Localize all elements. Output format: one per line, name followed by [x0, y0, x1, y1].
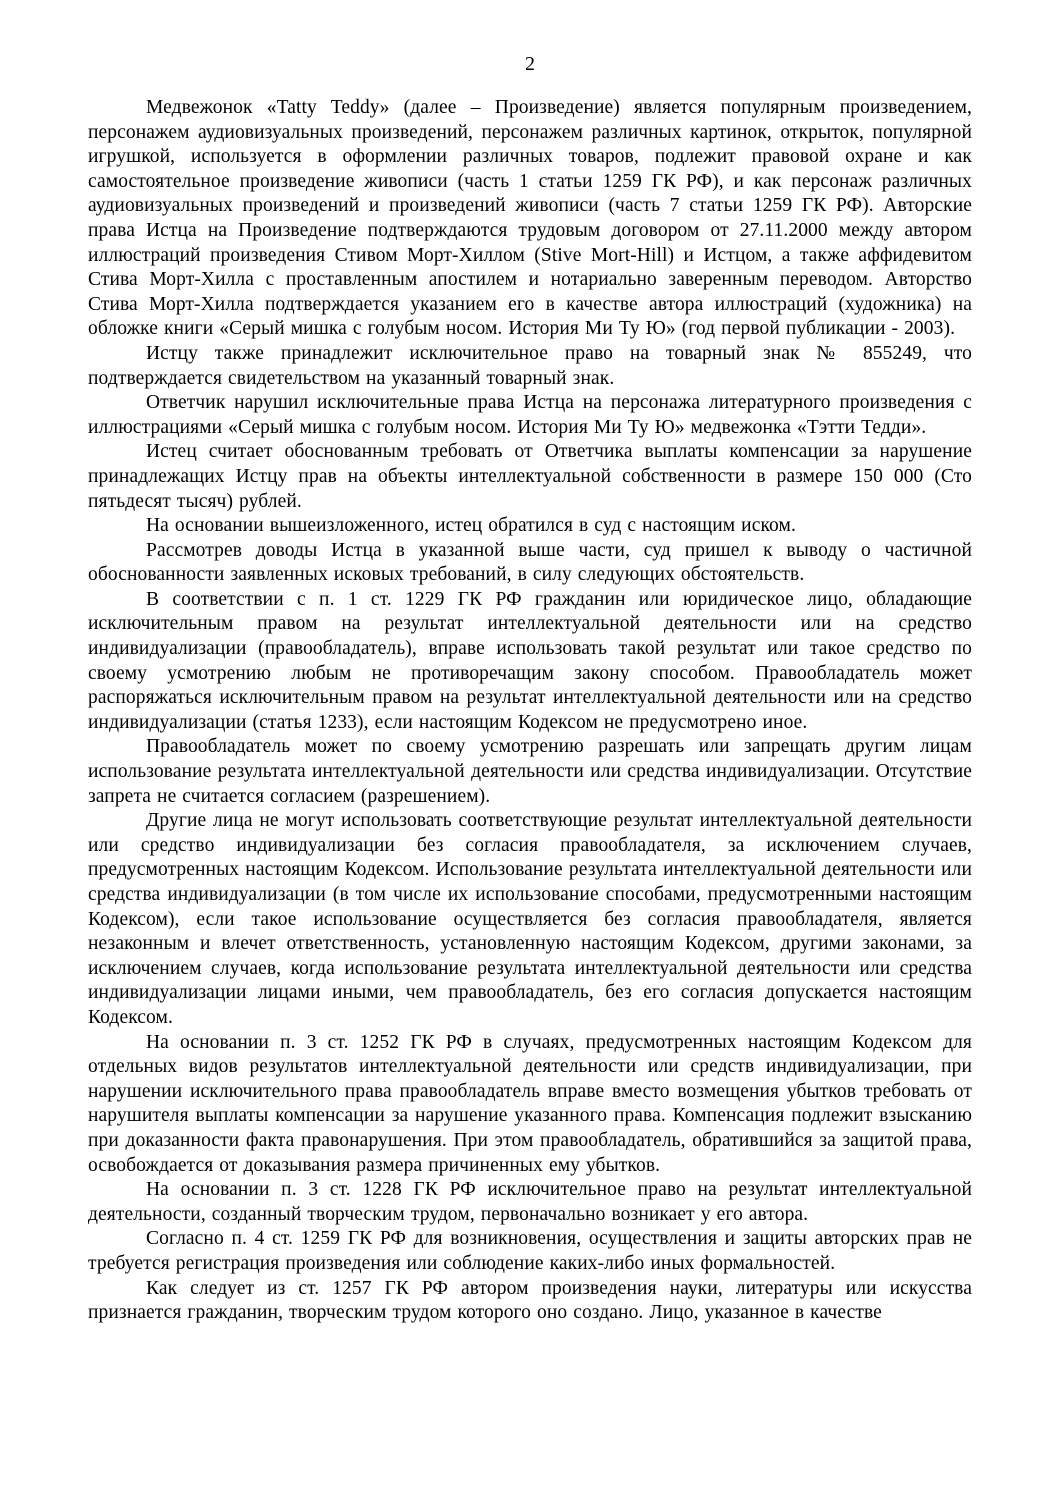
- page-number: 2: [525, 53, 535, 75]
- paragraph-art-1228: На основании п. 3 ст. 1228 ГК РФ исключительное право на результат интеллектуальной деятельности, созданный творческим трудом, первоначально возникает у его автора.: [88, 1179, 972, 1225]
- paragraph-defendant-violation: Ответчик нарушил исключительные права Истца на персонажа литературного произведения с иллюстрациями «Серый мишка с голубым носом. История Ми Ту Ю» медвежонка «Тэтти Тедди».: [88, 392, 972, 438]
- paragraph-art-1252: На основании п. 3 ст. 1252 ГК РФ в случаях, предусмотренных настоящим Кодексом для отдельных видов результатов интеллектуальной деятельности или средств индивидуализации, при нарушении исключительного права правообладатель вправе вместо возмещения убытков требовать от нарушителя выплаты компенсации за нарушение указанного права. Компенсация подлежит взысканию при доказанности факта правонарушения. При этом правообладатель, обратившийся за защитой права, освобождается от доказывания размера причиненных ему убытков.: [88, 1031, 972, 1176]
- paragraph-other-persons-use: Другие лица не могут использовать соответствующие результат интеллектуальной деятельности или средство индивидуализации без согласия правообладателя, за исключением случаев, предусмотренных настоящим Кодексом. Использование результата интеллектуальной деятельности или средства индивидуализации (в том числе их использование способами, предусмотренными настоящим Кодексом), если такое использование осуществляется без согласия правообладателя, является незаконным и влечет ответственность, установленную настоящим Кодексом, другими законами, за исключением случаев, когда использование результата интеллектуальной деятельности или средства индивидуализации лицами иными, чем правообладатель, без его согласия допускается настоящим Кодексом.: [88, 810, 972, 1028]
- paragraph-rightsholder-permission: Правообладатель может по своему усмотрению разрешать или запрещать другим лицам использование результата интеллектуальной деятельности или средства индивидуализации. Отсутствие запрета не считается согласием (разрешением).: [88, 736, 972, 807]
- paragraph-art-1229: В соответствии с п. 1 ст. 1229 ГК РФ гражданин или юридическое лицо, обладающие исключительным правом на результат интеллектуальной деятельности или на средство индивидуализации (правообладатель), вправе использовать такой результат или такое средство по своему усмотрению любым не противоречащим закону способом. Правообладатель может распоряжаться исключительным правом на результат интеллектуальной деятельности или на средство индивидуализации (статья 1233), если настоящим Кодексом не предусмотрено иное.: [88, 588, 972, 733]
- paragraph-art-1257: Как следует из ст. 1257 ГК РФ автором произведения науки, литературы или искусства признается гражданин, творческим трудом которого оно создано. Лицо, указанное в качестве: [88, 1277, 972, 1324]
- document-body: [88, 96, 972, 1326]
- paragraph-lawsuit-basis: На основании вышеизложенного, истец обратился в суд с настоящим иском.: [146, 515, 796, 537]
- paragraph-tatty-teddy-intro: Медвежонок «Tatty Teddy» (далее – Произведение) является популярным произведением, персонажем аудиовизуальных произведений, персонажем различных картинок, открыток, популярной игрушкой, используется в оформлении различных товаров, подлежит правовой охране и как самостоятельное произведение живописи (часть 1 статьи 1259 ГК РФ), и как персонаж различных аудиовизуальных произведений и произведений живописи (часть 7 статьи 1259 ГК РФ). Авторские права Истца на Произведение подтверждаются трудовым договором от 27.11.2000 между автором иллюстраций произведения Стивом Морт-Хиллом (Stive Mort-Hill) и Истцом, а также аффидевитом Стива Морт-Хилла с проставленным апостилем и нотариально заверенным переводом. Авторство Стива Морт-Хилла подтверждается указанием его в качестве автора иллюстраций (художника) на обложке книги «Серый мишка с голубым носом. История Ми Ту Ю» (год первой публикации - 2003).: [88, 97, 972, 340]
- paragraph-compensation-claim: Истец считает обоснованным требовать от Ответчика выплаты компенсации за нарушение принадлежащих Истцу прав на объекты интеллектуальной собственности в размере 150 000 (Сто пятьдесят тысяч) рублей.: [88, 441, 972, 512]
- paragraph-court-conclusion: Рассмотрев доводы Истца в указанной выше части, суд пришел к выводу о частичной обоснованности заявленных исковых требований, в силу следующих обстоятельств.: [88, 539, 972, 586]
- paragraph-trademark: Истцу также принадлежит исключительное право на товарный знак № 855249, что подтверждается свидетельством на указанный товарный знак.: [88, 342, 972, 389]
- paragraph-art-1259: Согласно п. 4 ст. 1259 ГК РФ для возникновения, осуществления и защиты авторских прав не требуется регистрация произведения или соблюдение каких-либо иных формальностей.: [88, 1228, 972, 1274]
